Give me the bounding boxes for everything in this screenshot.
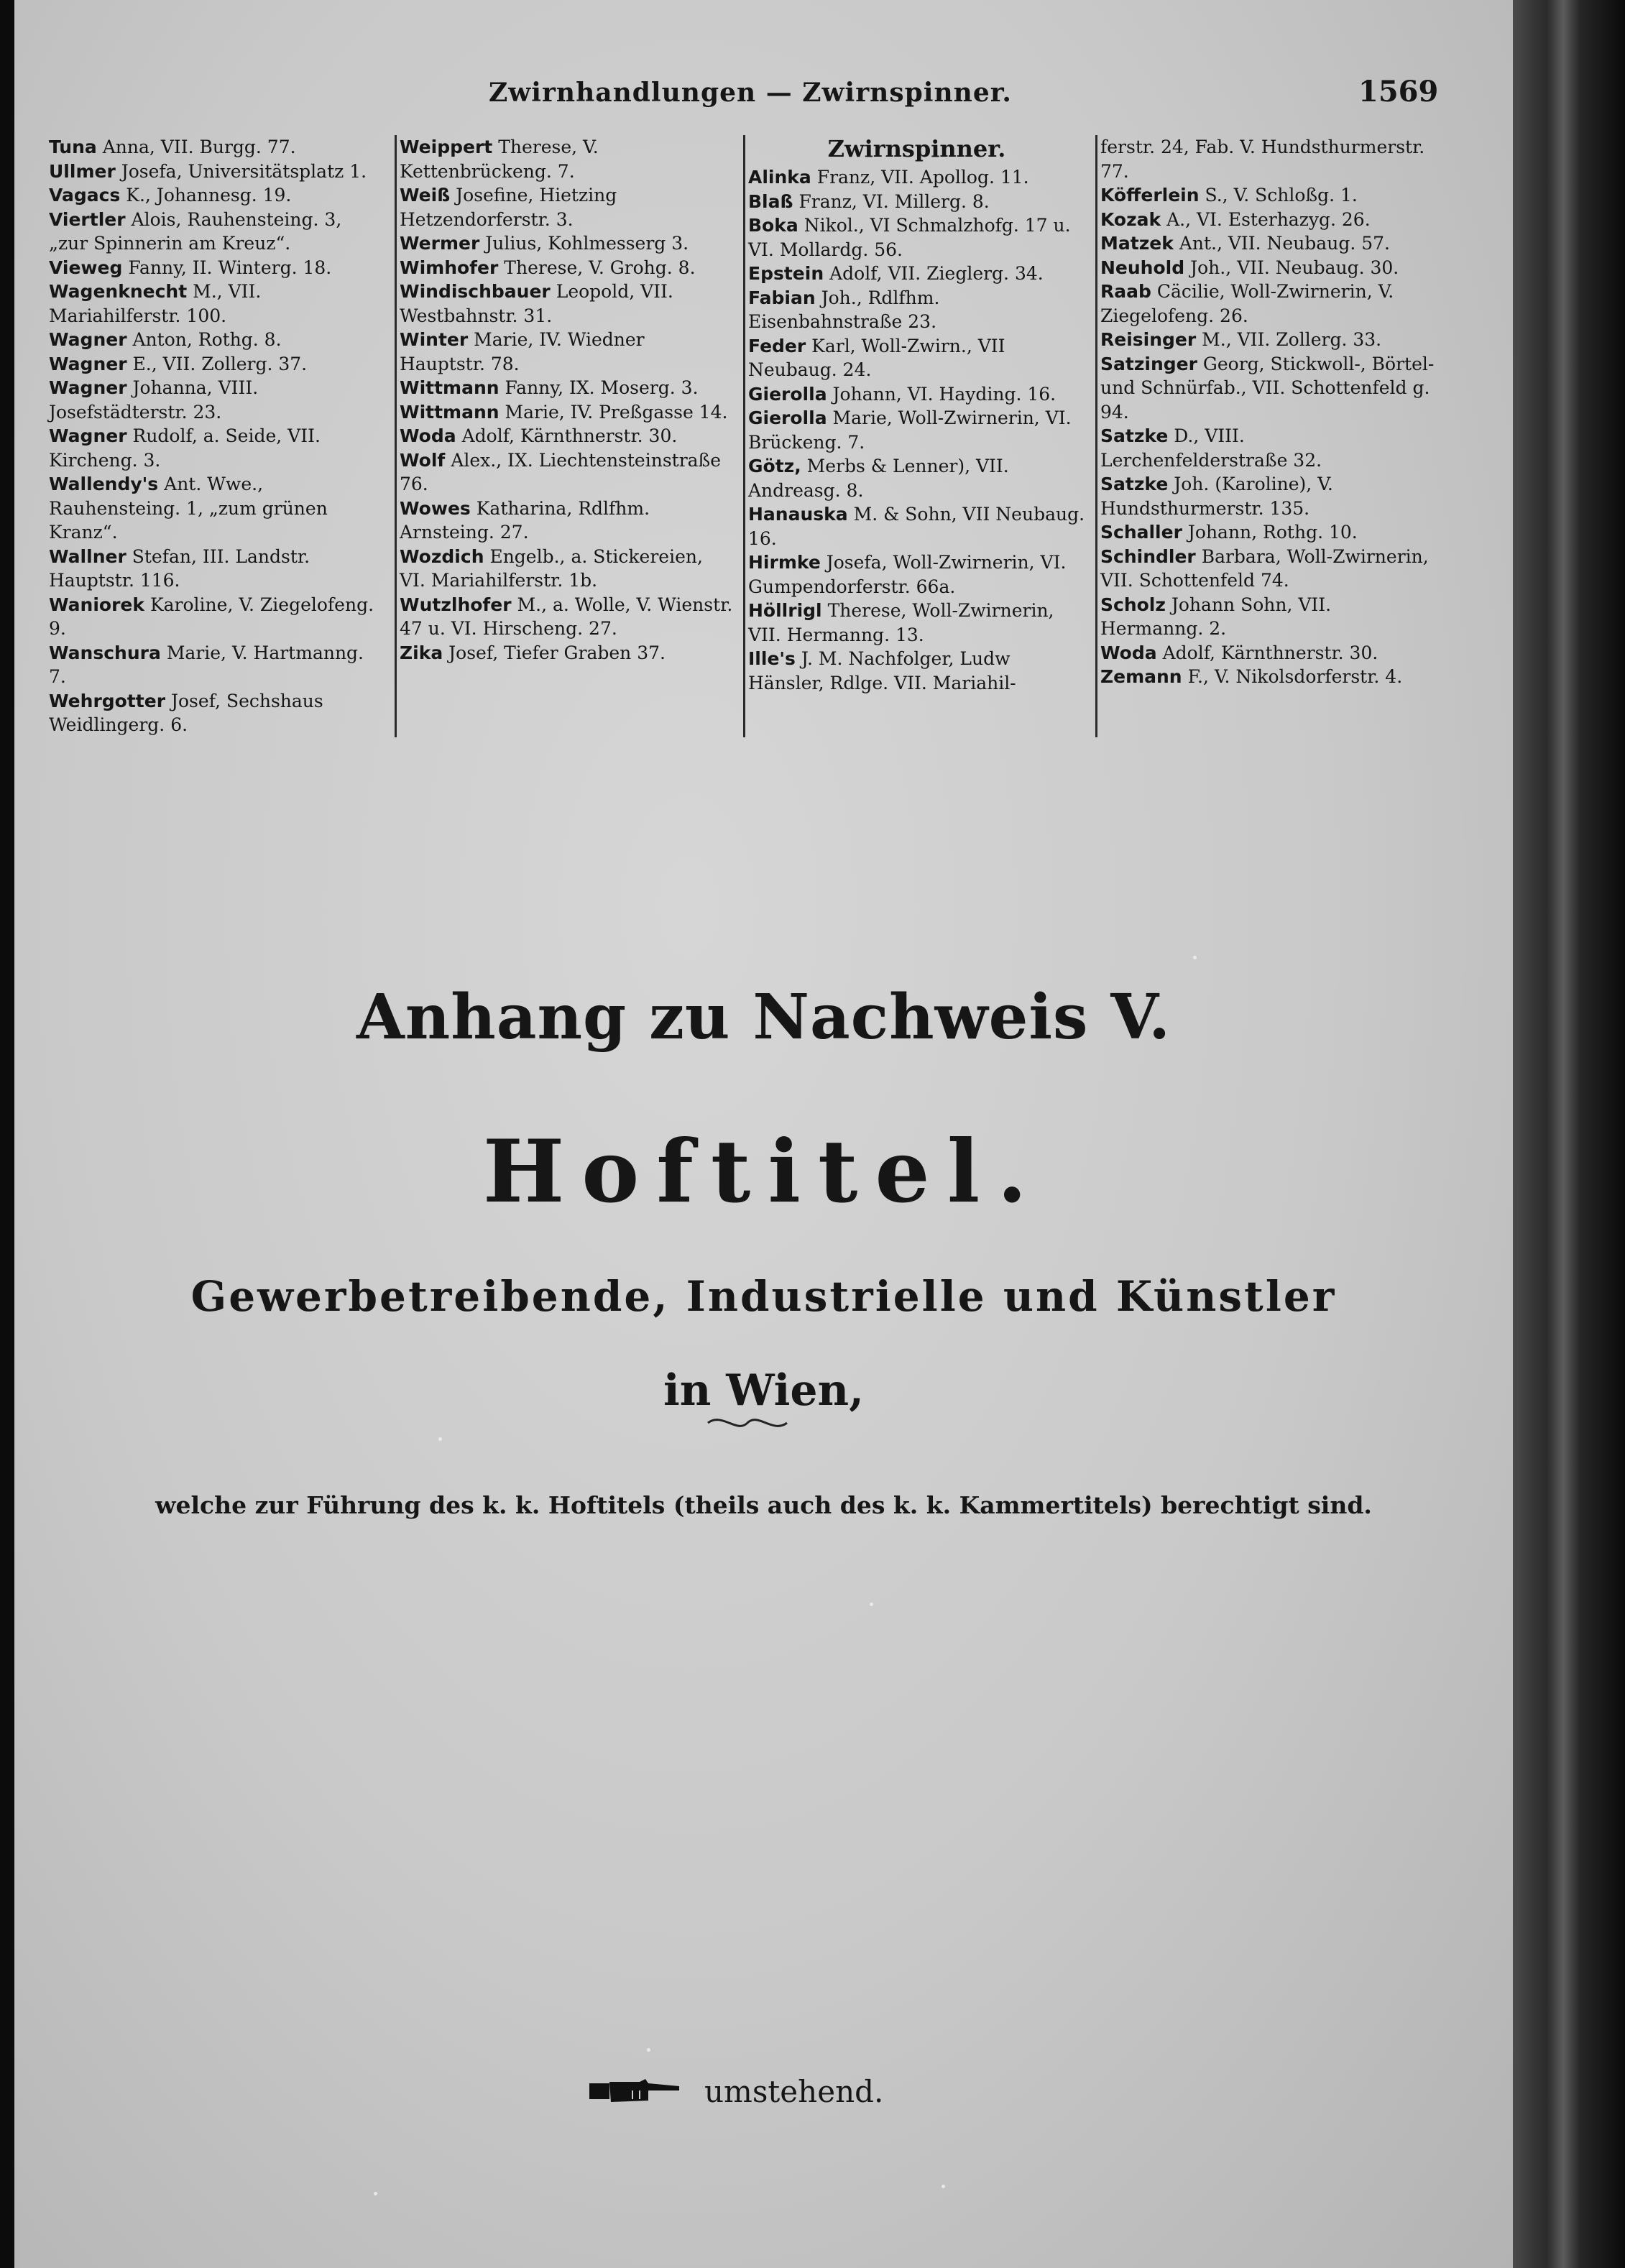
paper-speck bbox=[647, 2048, 650, 2052]
entry-name: Blaß bbox=[748, 190, 793, 212]
directory-entry bbox=[49, 424, 385, 472]
directory-entry bbox=[49, 352, 385, 377]
entry-name: Wagner bbox=[49, 353, 127, 374]
entry-name: Schaller bbox=[1100, 522, 1182, 543]
entry-details: Cäcilie, Woll-Zwirnerin, V. Ziegelofeng. 26. bbox=[1100, 281, 1394, 326]
entry-details: Joh. (Karoline), V. Hundsthurmerstr. 135. bbox=[1100, 474, 1333, 519]
directory-entry bbox=[1100, 256, 1437, 280]
paper-speck bbox=[1193, 956, 1197, 959]
entry-details: F., V. Nikolsdorferstr. 4. bbox=[1187, 666, 1403, 687]
entry-details: J. M. Nachfolger, Ludw Hänsler, Rdlge. VII. Mariahil- bbox=[748, 648, 1016, 693]
entry-name: Wagner bbox=[49, 425, 127, 446]
entry-details: Alois, Rauhensteing. 3, „zur Spinnerin am Kreuz“. bbox=[49, 208, 342, 254]
entry-details: Fanny, IX. Moserg. 3. bbox=[505, 377, 699, 398]
entry-name: Matzek bbox=[1100, 233, 1174, 254]
directory-entry bbox=[49, 135, 385, 160]
column-2 bbox=[395, 135, 736, 737]
entry-details: Anton, Rothg. 8. bbox=[132, 329, 282, 350]
entry-name: Fabian bbox=[748, 287, 816, 308]
directory-entry bbox=[1100, 472, 1437, 520]
entry-details: Anna, VII. Burgg. 77. bbox=[102, 137, 296, 157]
entry-details: Adolf, VII. Zieglerg. 34. bbox=[829, 263, 1044, 284]
entry-name: Wimhofer bbox=[400, 257, 499, 278]
directory-entry bbox=[748, 190, 1085, 214]
entry-details: Josefa, Universitätsplatz 1. bbox=[121, 160, 367, 182]
directory-entry bbox=[748, 502, 1085, 550]
directory-entry bbox=[49, 472, 385, 545]
entry-details: Johann Sohn, VII. Hermanng. 2. bbox=[1100, 594, 1332, 639]
directory-entry bbox=[49, 328, 385, 352]
entry-details: Julius, Kohlmesserg 3. bbox=[485, 233, 689, 254]
entry-name: Weiß bbox=[400, 185, 451, 206]
entry-name: Reisinger bbox=[1100, 329, 1197, 350]
entry-details: Joh., VII. Neubaug. 30. bbox=[1190, 257, 1399, 278]
entry-details: Johanna, VIII. Josefstädterstr. 23. bbox=[49, 377, 259, 423]
entry-name: Weippert bbox=[400, 137, 493, 157]
entry-name: Schindler bbox=[1100, 545, 1196, 567]
entry-details: Barbara, Woll-Zwirnerin, VII. Schottenfeld 74. bbox=[1100, 545, 1429, 591]
entry-details: M. & Sohn, VII Neubaug. 16. bbox=[748, 504, 1085, 549]
entry-name: Wowes bbox=[400, 497, 471, 519]
entry-name: Epstein bbox=[748, 263, 824, 284]
book-spine-edge bbox=[1513, 0, 1625, 2268]
directory-entry bbox=[1100, 352, 1437, 425]
entry-details: Marie, Woll-Zwirnerin, VI. Brückeng. 7. bbox=[748, 407, 1072, 453]
paper-speck bbox=[942, 2185, 945, 2188]
entry-name: Höllrigl bbox=[748, 600, 822, 621]
page-number: 1569 bbox=[1358, 75, 1439, 109]
directory-entry bbox=[1100, 328, 1437, 352]
entry-name: Windischbauer bbox=[400, 281, 551, 302]
directory-entry bbox=[400, 183, 733, 231]
directory-entry bbox=[1100, 665, 1437, 689]
appendix-subtitle: Hoftitel. bbox=[482, 1121, 1045, 1222]
entry-details: Josef, Tiefer Graben 37. bbox=[448, 642, 666, 663]
directory-entry bbox=[1100, 424, 1437, 472]
directory-entry bbox=[1100, 208, 1437, 232]
directory-entry bbox=[1100, 183, 1437, 208]
directory-entry bbox=[400, 593, 733, 641]
entry-details: Marie, IV. Preßgasse 14. bbox=[505, 401, 728, 423]
directory-entry bbox=[748, 286, 1085, 334]
entry-details: Ant. Wwe., Rauhensteing. 1, „zum grünen Kranz“. bbox=[49, 474, 328, 543]
entry-name: Wittmann bbox=[400, 401, 500, 423]
column-heading: Zwirnspinner. bbox=[827, 135, 1006, 162]
entry-details: Fanny, II. Winterg. 18. bbox=[128, 257, 332, 278]
entry-name: Wozdich bbox=[400, 545, 484, 567]
paper-speck bbox=[438, 1437, 442, 1441]
directory-entry bbox=[1100, 641, 1437, 665]
entry-name: Raab bbox=[1100, 281, 1151, 302]
entry-details: Marie, V. Hartmanng. 7. bbox=[49, 642, 364, 687]
directory-entry bbox=[1100, 135, 1437, 183]
directory-entry bbox=[748, 382, 1085, 407]
entry-name: Wolf bbox=[400, 449, 446, 471]
directory-entry bbox=[748, 334, 1085, 382]
entry-name: Wehrgotter bbox=[49, 690, 166, 711]
entry-details: D., VIII. Lerchenfelderstraße 32. bbox=[1100, 425, 1322, 471]
flourish-ornament bbox=[704, 1412, 791, 1434]
column-1 bbox=[46, 135, 387, 737]
entry-details: ferstr. 24, Fab. V. Hundsthurmerstr. 77. bbox=[1100, 137, 1425, 182]
entry-name: Zika bbox=[400, 642, 443, 663]
directory-entry bbox=[748, 647, 1085, 695]
entry-name: Gierolla bbox=[748, 383, 827, 405]
entry-name: Wagner bbox=[49, 377, 127, 398]
directory-entry bbox=[49, 376, 385, 424]
entry-details: Karoline, V. Ziegelofeng. 9. bbox=[49, 594, 374, 639]
directory-entry bbox=[400, 135, 733, 183]
directory-entry bbox=[400, 328, 733, 376]
entry-name: Vieweg bbox=[49, 257, 123, 278]
entry-details: Josef, Sechshaus Weidlingerg. 6. bbox=[49, 690, 323, 735]
entry-name: Woda bbox=[400, 425, 456, 446]
entry-details: Franz, VI. Millerg. 8. bbox=[798, 190, 990, 212]
entry-details: Katharina, Rdlfhm. Arnsteing. 27. bbox=[400, 497, 650, 543]
entry-name: Wermer bbox=[400, 233, 480, 254]
entry-details: Rudolf, a. Seide, VII. Kircheng. 3. bbox=[49, 425, 321, 471]
column-4 bbox=[1095, 135, 1440, 737]
entry-details: Josefa, Woll-Zwirnerin, VI. Gumpendorferstr. 66a. bbox=[748, 552, 1067, 597]
directory-entry bbox=[1100, 593, 1437, 641]
directory-entry bbox=[748, 454, 1085, 502]
entry-details: Ant., VII. Neubaug. 57. bbox=[1179, 233, 1390, 254]
entry-name: Gierolla bbox=[748, 407, 827, 428]
entry-name: Wallner bbox=[49, 545, 126, 567]
entry-details: Merbs & Lenner), VII. Andreasg. 8. bbox=[748, 456, 1009, 501]
directory-entry bbox=[400, 256, 733, 280]
directory-entry bbox=[49, 545, 385, 593]
directory-entry bbox=[1100, 231, 1437, 256]
directory-entry bbox=[748, 213, 1085, 262]
entry-details: Joh., Rdlfhm. Eisenbahnstraße 23. bbox=[748, 287, 940, 332]
entry-name: Viertler bbox=[49, 208, 126, 230]
entry-details: Georg, Stickwoll-, Börtel- und Schnürfab., VII. Schottenfeld g. 94. bbox=[1100, 353, 1435, 423]
entry-details: Franz, VII. Apollog. 11. bbox=[816, 167, 1029, 188]
entry-details: Adolf, Kärnthnerstr. 30. bbox=[1162, 642, 1378, 663]
entry-name: Waniorek bbox=[49, 594, 145, 615]
column-3 bbox=[743, 135, 1088, 737]
entry-details: Leopold, VII. Westbahnstr. 31. bbox=[400, 281, 673, 326]
entry-details: Nikol., VI Schmalzhofg. 17 u. VI. Mollardg. 56. bbox=[748, 215, 1071, 260]
entry-name: Wittmann bbox=[400, 377, 500, 398]
directory-entry bbox=[1100, 545, 1437, 593]
directory-entry bbox=[400, 231, 733, 256]
directory-entry bbox=[400, 424, 733, 448]
entry-details: M., VII. Zollerg. 33. bbox=[1202, 329, 1382, 350]
entry-details: Stefan, III. Landstr. Hauptstr. 116. bbox=[49, 545, 310, 591]
directory-entry bbox=[49, 208, 385, 256]
paper-speck bbox=[870, 1603, 873, 1606]
entry-details: Therese, V. Kettenbrückeng. 7. bbox=[400, 137, 599, 182]
directory-entry bbox=[1100, 520, 1437, 545]
entry-name: Wallendy's bbox=[49, 474, 159, 494]
directory-entry bbox=[400, 280, 733, 328]
entry-name: Hirmke bbox=[748, 552, 821, 573]
entry-details: M., a. Wolle, V. Wienstr. 47 u. VI. Hirscheng. 27. bbox=[400, 594, 733, 639]
entry-details: S., V. Schloßg. 1. bbox=[1205, 185, 1358, 206]
entry-details: Johann, Rothg. 10. bbox=[1187, 522, 1358, 543]
entry-name: Ille's bbox=[748, 648, 796, 669]
directory-entry bbox=[49, 160, 385, 184]
directory-entry bbox=[49, 183, 385, 208]
entry-name: Ullmer bbox=[49, 160, 116, 182]
entry-details: Marie, IV. Wiedner Hauptstr. 78. bbox=[400, 329, 645, 374]
footer-turnover-note bbox=[589, 2066, 883, 2116]
directory-entry bbox=[748, 262, 1085, 286]
directory-entry bbox=[49, 689, 385, 737]
entry-name: Feder bbox=[748, 335, 806, 356]
entry-name: Boka bbox=[748, 215, 798, 236]
directory-entry bbox=[1100, 280, 1437, 328]
directory-entry bbox=[400, 641, 733, 665]
entry-name: Wagenknecht bbox=[49, 281, 188, 302]
entry-name: Wanschura bbox=[49, 642, 161, 663]
entry-details: M., VII. Mariahilferstr. 100. bbox=[49, 281, 262, 326]
entry-details: E., VII. Zollerg. 37. bbox=[132, 353, 308, 374]
directory-entry bbox=[400, 545, 733, 593]
entry-name: Woda bbox=[1100, 642, 1157, 663]
paper-speck bbox=[374, 2192, 377, 2195]
entry-name: Vagacs bbox=[49, 185, 121, 206]
directory-entry bbox=[400, 448, 733, 497]
directory-entry bbox=[748, 406, 1085, 454]
entry-details: Adolf, Kärnthnerstr. 30. bbox=[461, 425, 678, 446]
running-head: Zwirnhandlungen — Zwirnspinner. bbox=[489, 78, 1012, 108]
entry-details: Josefine, Hietzing Hetzendorferstr. 3. bbox=[400, 185, 617, 230]
entry-name: Hanauska bbox=[748, 504, 848, 525]
entry-name: Winter bbox=[400, 329, 469, 350]
entry-details: Therese, Woll-Zwirnerin, VII. Hermanng. 13. bbox=[748, 600, 1054, 645]
entry-name: Alinka bbox=[748, 167, 811, 188]
entry-details: Karl, Woll-Zwirn., VII Neubaug. 24. bbox=[748, 335, 1005, 380]
entry-name: Satzinger bbox=[1100, 353, 1197, 374]
entry-details: Johann, VI. Hayding. 16. bbox=[832, 383, 1057, 405]
entry-name: Satzke bbox=[1100, 474, 1169, 494]
directory-entry bbox=[49, 641, 385, 689]
directory-columns bbox=[46, 135, 1447, 735]
appendix-line-city: in Wien, bbox=[663, 1365, 865, 1416]
entry-name: Tuna bbox=[49, 137, 97, 157]
appendix-title: Anhang zu Nachweis V. bbox=[356, 981, 1171, 1054]
entry-details: Alex., IX. Liechtensteinstraße 76. bbox=[400, 449, 722, 494]
directory-entry bbox=[748, 165, 1085, 190]
directory-entry bbox=[49, 256, 385, 280]
entry-name: Wutzlhofer bbox=[400, 594, 512, 615]
entry-name: Götz, bbox=[748, 456, 801, 476]
directory-entry bbox=[400, 400, 733, 425]
directory-entry bbox=[49, 593, 385, 641]
entry-name: Neuhold bbox=[1100, 257, 1185, 278]
entry-name: Zemann bbox=[1100, 666, 1182, 687]
entry-details: K., Johannesg. 19. bbox=[126, 185, 292, 206]
entry-name: Scholz bbox=[1100, 594, 1166, 615]
entry-details: A., VI. Esterhazyg. 26. bbox=[1166, 208, 1371, 230]
footer-text: umstehend. bbox=[704, 2073, 884, 2109]
pointing-hand-icon bbox=[589, 2073, 683, 2109]
entry-details: Engelb., a. Stickereien, VI. Mariahilferstr. 1b. bbox=[400, 545, 703, 591]
entry-details: Therese, V. Grohg. 8. bbox=[504, 257, 696, 278]
entry-name: Satzke bbox=[1100, 425, 1169, 446]
entry-name: Kozak bbox=[1100, 208, 1161, 230]
directory-entry bbox=[748, 550, 1085, 599]
directory-entry bbox=[748, 599, 1085, 647]
entry-name: Köfferlein bbox=[1100, 185, 1200, 206]
directory-entry bbox=[49, 280, 385, 328]
book-page bbox=[14, 0, 1513, 2268]
appendix-description: welche zur Führung des k. k. Hoftitels (theils auch des k. k. Kammertitels) berechtigt sind. bbox=[155, 1491, 1372, 1519]
directory-entry bbox=[400, 376, 733, 400]
entry-name: Wagner bbox=[49, 329, 127, 350]
appendix-line-trades: Gewerbetreibende, Industrielle und Künstler bbox=[190, 1272, 1337, 1321]
directory-entry bbox=[400, 497, 733, 545]
